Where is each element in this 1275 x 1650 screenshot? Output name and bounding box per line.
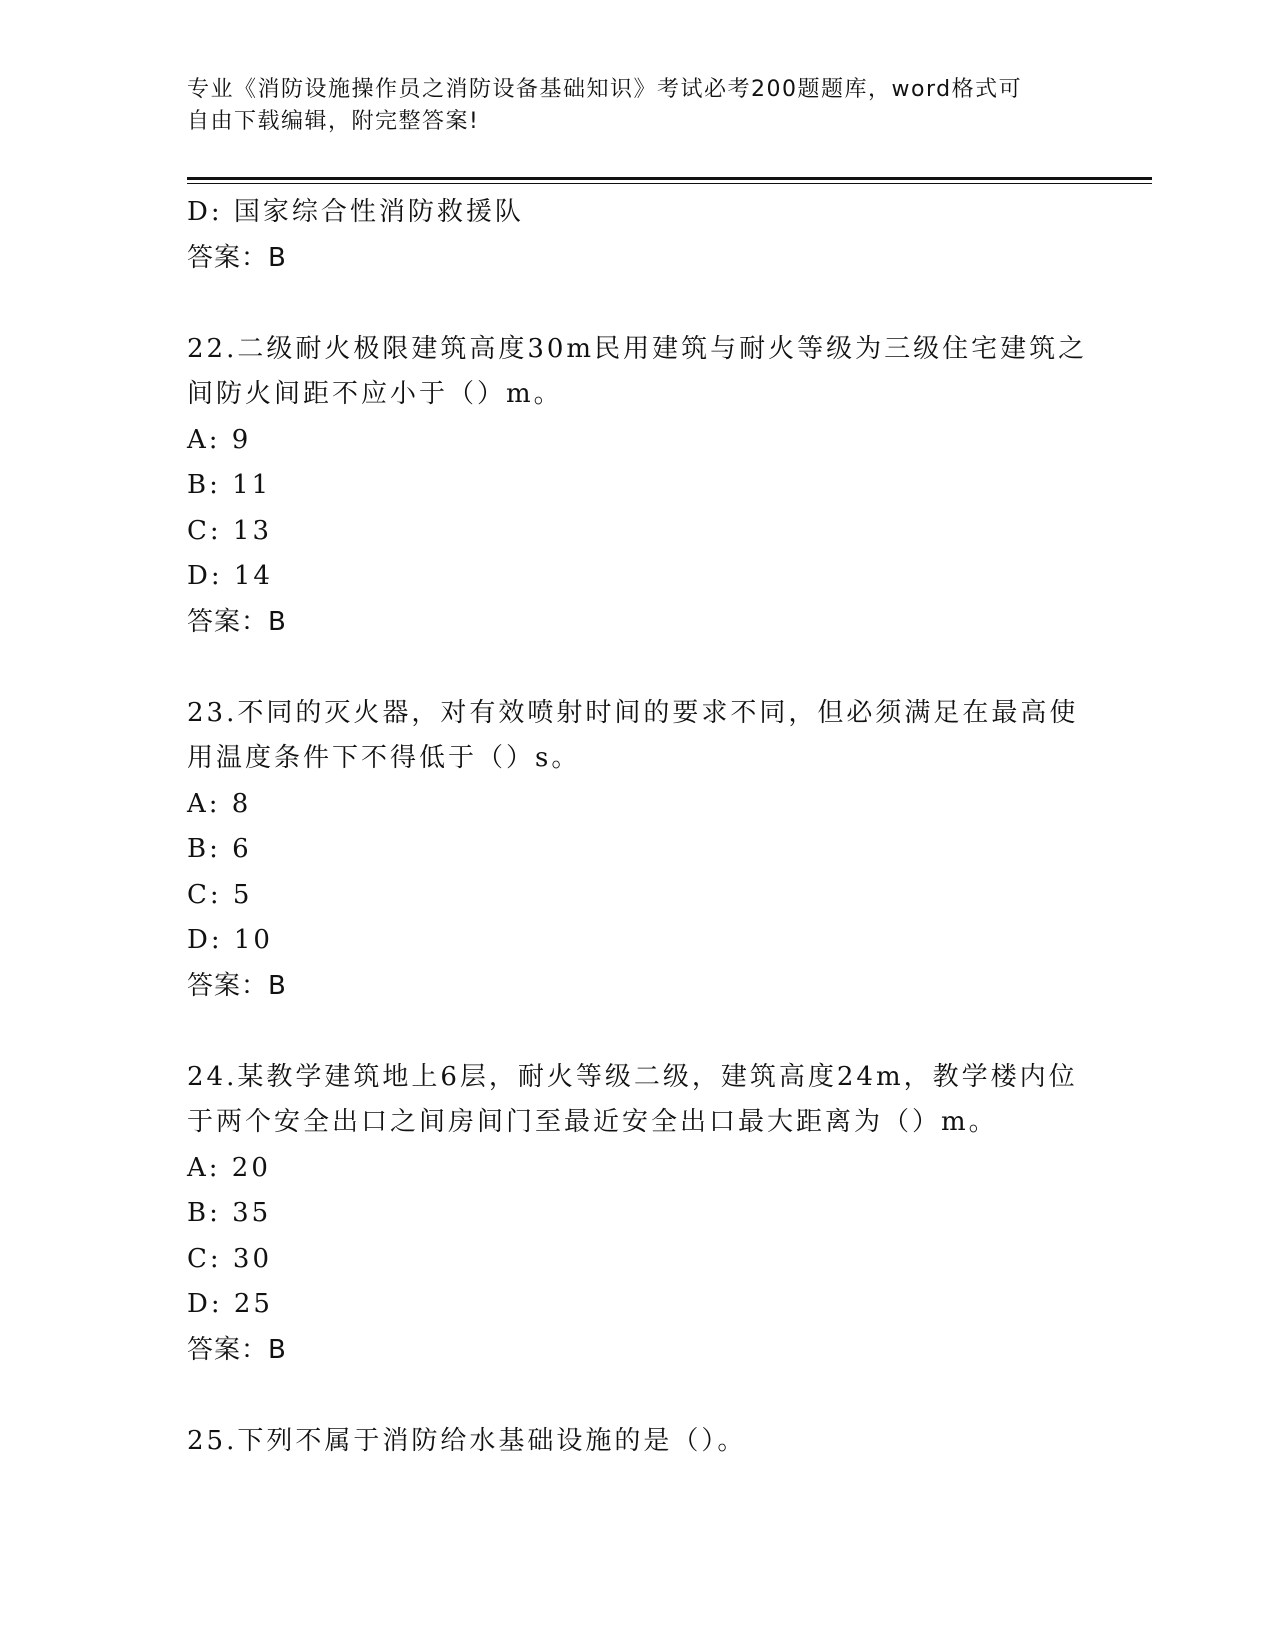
question-23-option-c: C: 5: [187, 879, 253, 910]
header-line-1: 专业《消防设施操作员之消防设备基础知识》考试必考200题题库，word格式可: [187, 77, 1023, 102]
question-23-option-a: A: 8: [187, 788, 252, 819]
question-25-text-line-1: 25.下列不属于消防给水基础设施的是（）。: [187, 1425, 747, 1456]
question-22-option-c: C: 13: [187, 515, 273, 546]
question-24-option-c: C: 30: [187, 1243, 273, 1274]
question-list: [187, 190, 1087, 1464]
header-divider-thin: [187, 183, 1152, 184]
spacer: [187, 645, 1087, 691]
question-23-text-line-1: 23.不同的灭火器，对有效喷射时间的要求不同，但必须满足在最高使: [187, 697, 1079, 728]
question-24-option-d: D: 25: [187, 1289, 273, 1319]
header-line-2: 自由下载编辑，附完整答案!: [187, 109, 480, 134]
question-23-answer: 答案：B: [187, 970, 287, 1001]
question-24-text-line-2: 于两个安全出口之间房间门至最近安全出口最大距离为（）m。: [187, 1107, 998, 1137]
question-22-answer: 答案：B: [187, 606, 287, 637]
spacer: [187, 1373, 1087, 1419]
question-22: [187, 327, 1087, 646]
header-divider-thick: [187, 177, 1152, 180]
document-header: [187, 74, 1067, 138]
question-24: [187, 1055, 1087, 1374]
question-22-option-a: A: 9: [187, 424, 252, 455]
question-23-text-line-2: 用温度条件下不得低于（）s。: [187, 743, 581, 773]
question-24-answer: 答案：B: [187, 1334, 287, 1365]
question-23-option-d: D: 10: [187, 925, 273, 955]
question-23-option-b: B: 6: [187, 834, 252, 864]
question-24-option-b: B: 35: [187, 1198, 272, 1228]
question-23: [187, 691, 1087, 1010]
question-25: [187, 1419, 1087, 1465]
question-22-text-line-2: 间防火间距不应小于（）m。: [187, 379, 563, 409]
spacer: [187, 1009, 1087, 1055]
question-24-text-line-1: 24.某教学建筑地上6层，耐火等级二级，建筑高度24m，教学楼内位: [187, 1061, 1078, 1092]
spacer: [187, 281, 1087, 327]
question-22-option-d: D: 14: [187, 561, 273, 591]
prev-question-answer: 答案：B: [187, 242, 287, 273]
question-22-text-line-1: 22.二级耐火极限建筑高度30m民用建筑与耐火等级为三级住宅建筑之: [187, 333, 1088, 364]
prev-question-option-d: D: 国家综合性消防救援队: [187, 197, 524, 227]
question-22-option-b: B: 11: [187, 470, 272, 500]
question-24-option-a: A: 20: [187, 1152, 271, 1183]
